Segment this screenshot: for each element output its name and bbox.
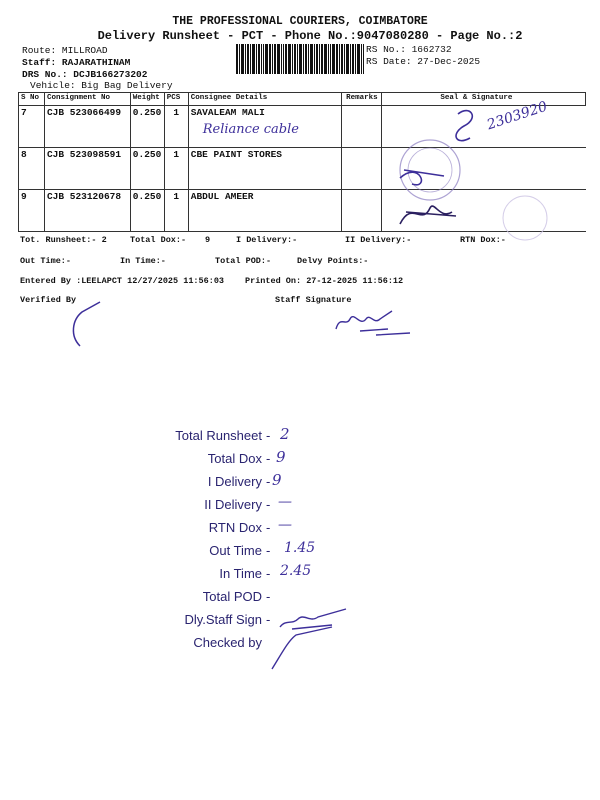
stamp-i-delivery: I Delivery: [207, 474, 262, 489]
route-label: Route: MILLROAD: [22, 45, 108, 56]
stamp-checked-by: Checked by: [193, 635, 262, 650]
stamp-rtn-dox: RTN Dox: [208, 520, 262, 535]
dly-staff-signature-icon: [262, 605, 362, 675]
ii-delivery-label: II Delivery:-: [345, 235, 412, 245]
column-header: Consignee Details: [188, 93, 342, 106]
drs-label: DRS No.: DCJB166273202: [22, 69, 148, 80]
seal-and-signature-marks: [360, 100, 580, 250]
signature-row1-icon: [456, 111, 472, 141]
delvy-points-label: Delvy Points:-: [297, 256, 369, 266]
checked-by-signature-icon: [272, 627, 332, 669]
stamp-value-in-time: 2.45: [280, 563, 312, 579]
column-header: Seal & Signature: [382, 93, 586, 106]
staff-signature-icon: [330, 305, 420, 345]
stamp-dash: -: [266, 451, 271, 466]
stamp-ii-delivery: II Delivery: [204, 497, 262, 512]
signature-row2-icon: [400, 170, 444, 185]
stamp-value-i-delivery: 9: [272, 471, 282, 489]
stamp-dash: -: [266, 428, 271, 443]
serial-number: 8: [19, 148, 45, 190]
runsheet-title: Delivery Runsheet - PCT - Phone No.:9047080280 - Page No.:2: [97, 29, 523, 43]
barcode: [236, 44, 364, 74]
weight: 0.250: [130, 190, 164, 232]
stamp-dly-staff-sign: Dly.Staff Sign: [184, 612, 262, 627]
i-delivery-label: I Delivery:-: [236, 235, 298, 245]
stamp-total-runsheet: Total Runsheet: [175, 428, 262, 443]
signature-row3-icon: [400, 206, 456, 224]
stamp-total-pod: Total POD: [202, 589, 262, 604]
stamp-dash: -: [266, 589, 271, 604]
staff-signature-label: Staff Signature: [275, 295, 352, 305]
total-dox-value: 9: [205, 235, 211, 245]
company-name: THE PROFESSIONAL COURIERS, COIMBATORE: [172, 15, 428, 28]
pieces: 1: [164, 190, 188, 232]
staff-label: Staff: RAJARATHINAM: [22, 57, 131, 68]
tot-runsheet: Tot. Runsheet:- 2: [20, 235, 107, 245]
faded-seal-icon: [503, 196, 547, 240]
handwritten-note: Reliance cable: [202, 122, 299, 137]
in-time-label: In Time:-: [120, 256, 166, 266]
stamp-dash: -: [266, 543, 271, 558]
stamp-dash: -: [266, 566, 271, 581]
column-header: Consignment No: [44, 93, 130, 106]
stamp-value-ii-delivery: —: [278, 494, 292, 510]
stamp-value-out-time: 1.45: [284, 540, 316, 556]
stamp-value-total-runsheet: 2: [280, 425, 290, 443]
verified-by-signature-icon: [60, 300, 120, 350]
stamp-total-dox: Total Dox: [207, 451, 262, 466]
verified-by-label: Verified By: [20, 295, 77, 305]
consignee-details: [188, 190, 342, 232]
column-header: Remarks: [342, 93, 382, 106]
stamp-dash: -: [266, 520, 271, 535]
serial-number: 7: [19, 106, 45, 148]
entered-by: Entered By :LEELAPCT 12/27/2025 11:56:03: [20, 276, 225, 286]
column-header: PCS: [164, 93, 188, 106]
pieces: 1: [164, 148, 188, 190]
stamp-value-total-dox: 9: [276, 448, 286, 466]
weight: 0.250: [130, 148, 164, 190]
rs-number: RS No.: 1662732: [366, 44, 452, 55]
stamp-dash: -: [266, 474, 271, 489]
consignee-name: SAVALEAM MALI: [190, 107, 265, 118]
rs-date: RS Date: 27-Dec-2025: [366, 56, 481, 67]
consignee-details: [188, 106, 342, 148]
rtn-dox-label: RTN Dox:-: [460, 235, 506, 245]
consignment-number: CJB 523066499: [44, 106, 130, 148]
printed-on: Printed On: 27-12-2025 11:56:12: [245, 276, 404, 286]
weight: 0.250: [130, 106, 164, 148]
consignee-name: CBE PAINT STORES: [190, 149, 282, 160]
consignee-details: [188, 148, 342, 190]
stamp-dash: -: [266, 497, 271, 512]
stamp-dash: -: [266, 612, 271, 627]
serial-number: 9: [19, 190, 45, 232]
stamp-value-rtn-dox: —: [278, 517, 292, 533]
column-header: S No: [19, 93, 45, 106]
pieces: 1: [164, 106, 188, 148]
stamp-in-time: In Time: [219, 566, 262, 581]
consignment-number: CJB 523120678: [44, 190, 130, 232]
vehicle-label: Vehicle: Big Bag Delivery: [30, 80, 173, 91]
total-dox-label: Total Dox:-: [130, 235, 187, 245]
consignment-number: CJB 523098591: [44, 148, 130, 190]
handwritten-number: 2303920: [485, 98, 550, 134]
column-header: Weight: [130, 93, 164, 106]
stamp-out-time: Out Time: [209, 543, 262, 558]
total-pod-label: Total POD:-: [215, 256, 272, 266]
out-time-label: Out Time:-: [20, 256, 72, 266]
consignee-name: ABDUL AMEER: [190, 191, 254, 202]
